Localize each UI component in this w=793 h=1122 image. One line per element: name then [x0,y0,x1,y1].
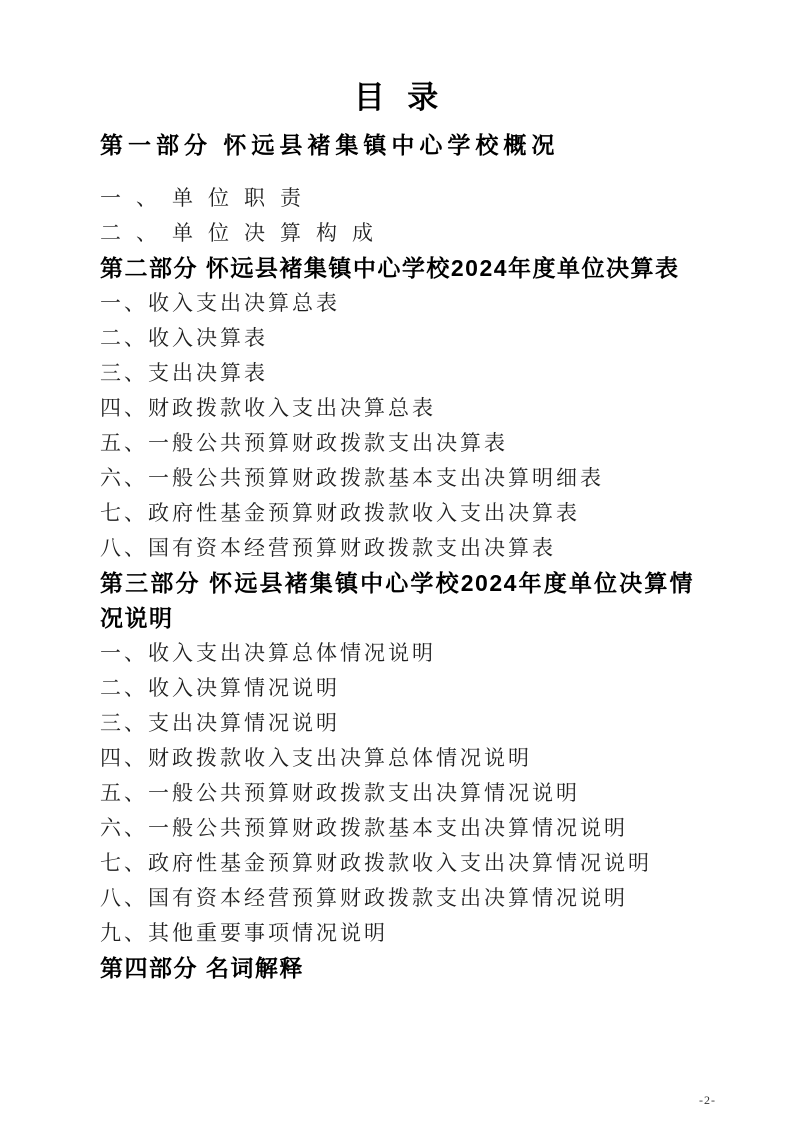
toc-item: 三、支出决算表 [100,361,268,385]
page-number: -2- [699,1093,716,1107]
toc-section-notes [100,566,694,951]
toc-item: 五、一般公共预算财政拨款支出决算情况说明 [100,781,580,805]
toc-item: 一、收入支出决算总体情况说明 [100,641,436,665]
section-heading: 第三部分 怀远县褚集镇中心学校2024年度单位决算情况说明 [100,570,694,631]
toc-item: 八、国有资本经营预算财政拨款支出决算表 [100,536,556,560]
section-heading: 第四部分 名词解释 [100,955,304,981]
toc-section-overview [100,128,694,251]
toc-item: 二、收入决算表 [100,326,268,350]
toc-item: 二、单位决算构成 [100,221,388,245]
page-title: 目 录 [353,80,441,115]
toc-item: 三、支出决算情况说明 [100,711,340,735]
toc-section-tables [100,251,694,566]
toc-item: 九、其他重要事项情况说明 [100,921,388,945]
section-heading: 第一部分 怀远县褚集镇中心学校概况 [100,132,560,158]
toc-item: 二、收入决算情况说明 [100,676,340,700]
toc-item: 七、政府性基金预算财政拨款收入支出决算表 [100,501,580,525]
section-heading: 第二部分 怀远县褚集镇中心学校2024年度单位决算表 [100,255,680,281]
toc-section-glossary [100,951,694,986]
toc-item: 六、一般公共预算财政拨款基本支出决算情况说明 [100,816,628,840]
toc-content [100,78,694,986]
toc-item: 一、收入支出决算总表 [100,291,340,315]
toc-item: 八、国有资本经营预算财政拨款支出决算情况说明 [100,886,628,910]
toc-item: 六、一般公共预算财政拨款基本支出决算明细表 [100,466,604,490]
toc-item: 一、单位职责 [100,186,316,210]
toc-item: 四、财政拨款收入支出决算总表 [100,396,436,420]
toc-item: 五、一般公共预算财政拨款支出决算表 [100,431,508,455]
toc-item: 七、政府性基金预算财政拨款收入支出决算情况说明 [100,851,652,875]
toc-item: 四、财政拨款收入支出决算总体情况说明 [100,746,532,770]
